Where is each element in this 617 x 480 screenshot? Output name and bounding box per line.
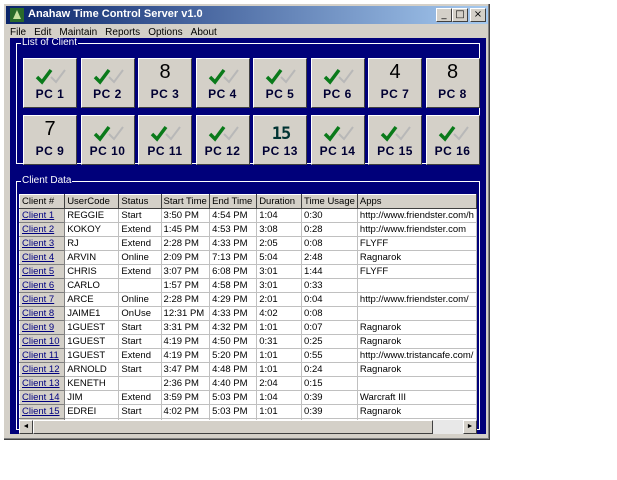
table-cell: 0:25 [302,335,358,349]
table-cell: 4:19 PM [161,335,210,349]
app-icon [9,7,25,23]
table-cell: 4:02 [257,307,302,321]
table-cell: 4:54 PM [210,209,257,223]
row-header-cell[interactable]: Client 10 [20,335,65,349]
column-header[interactable]: End Time [210,195,257,209]
pc-counter: 15 [266,124,296,144]
table-cell: Extend [119,391,161,405]
pc-counter: 4 [389,61,401,83]
pc-counter: 8 [159,61,171,83]
table-cell: 0:15 [302,377,358,391]
table-cell: ARNOLD [65,363,119,377]
table-row[interactable] [20,321,477,335]
table-cell: JAIME1 [65,307,119,321]
table-cell: CHRIS [65,265,119,279]
pc-tile[interactable] [426,58,480,108]
main-window [3,3,491,441]
table-cell: 1GUEST [65,321,119,335]
table-cell: 2:48 [302,251,358,265]
menu-edit[interactable]: Edit [34,27,52,38]
table-cell: 0:30 [302,209,358,223]
pc-label: PC 16 [434,144,471,158]
table-cell: http://www.friendster.com/h [357,209,476,223]
table-cell: 5:20 PM [210,349,257,363]
online-check-icon [437,124,471,144]
table-row[interactable] [20,405,477,419]
table-cell: 4:02 PM [161,405,210,419]
table-cell: 1:01 [257,349,302,363]
row-header-cell[interactable]: Client 8 [20,307,65,321]
pc-label: PC 12 [204,144,241,158]
table-cell: 5:03 PM [210,405,257,419]
table-cell: 0:39 [302,405,358,419]
scroll-thumb[interactable] [33,420,433,434]
table-cell: OnUse [119,307,161,321]
pc-label: PC 1 [35,87,65,101]
table-cell [357,279,476,293]
table-cell: 7:13 PM [210,251,257,265]
column-header[interactable]: Start Time [161,195,210,209]
table-cell: 1:04 [257,391,302,405]
online-check-icon [322,124,356,144]
pc-label: PC 8 [438,87,467,101]
column-header[interactable]: Time Usage [302,195,358,209]
table-cell: 3:07 PM [161,265,210,279]
close-button[interactable]: × [470,8,486,22]
table-cell: 4:50 PM [210,335,257,349]
scroll-left-button[interactable]: ◄ [19,420,33,434]
table-cell: 2:28 PM [161,293,210,307]
table-cell: 4:48 PM [210,363,257,377]
pc-tile[interactable] [23,58,77,108]
table-cell: 4:29 PM [210,293,257,307]
table-row[interactable] [20,279,477,293]
online-check-icon [149,124,183,144]
table-cell [119,279,161,293]
pc-counter: 7 [44,118,56,140]
table-cell [357,307,476,321]
table-cell: 0:07 [302,321,358,335]
window-title: Anahaw Time Control Server v1.0 [28,8,203,20]
pc-label: PC 6 [323,87,352,101]
pc-tile[interactable] [311,58,365,108]
table-cell: Extend [119,223,161,237]
row-header-cell[interactable]: Client 13 [20,377,65,391]
table-cell: 5:04 [257,251,302,265]
table-cell: Start [119,209,161,223]
table-cell: 4:58 PM [210,279,257,293]
table-cell: Ragnarok [357,321,476,335]
table-row[interactable] [20,223,477,237]
table-header-row [20,195,477,209]
table-cell: Ragnarok [357,335,476,349]
table-cell: 4:33 PM [210,237,257,251]
pc-tile[interactable] [23,115,77,165]
horizontal-scrollbar[interactable] [19,420,477,434]
table-cell: 2:01 [257,293,302,307]
table-cell: 0:08 [302,237,358,251]
table-cell: KOKOY [65,223,119,237]
menu-reports[interactable]: Reports [105,27,141,38]
table-cell: Start [119,363,161,377]
online-check-icon [322,67,356,87]
row-header-cell[interactable]: Client 7 [20,293,65,307]
table-cell: 6:08 PM [210,265,257,279]
pc-tile[interactable] [368,115,422,165]
pc-tile[interactable] [138,58,192,108]
pc-label: PC 5 [265,87,295,101]
table-cell: 5:03 PM [210,391,257,405]
title-bar[interactable] [6,6,488,24]
table-cell: ARVIN [65,251,119,265]
table-cell: 0:04 [302,293,358,307]
pc-label: PC 14 [319,144,356,158]
table-cell: Ragnarok [357,251,476,265]
online-check-icon [92,124,126,144]
table-cell: Extend [119,265,161,279]
online-check-icon [34,67,68,87]
table-cell: Start [119,335,161,349]
row-header-cell[interactable]: Client 3 [20,237,65,251]
table-cell: 2:36 PM [161,377,210,391]
table-cell [357,377,476,391]
pc-tile[interactable] [81,115,135,165]
table-row[interactable] [20,335,477,349]
table-cell: 4:33 PM [210,307,257,321]
pc-label: PC 10 [89,144,126,158]
menu-maintain[interactable]: Maintain [59,27,98,38]
client-data-group [16,176,480,430]
menu-options[interactable]: Options [148,27,183,38]
row-header-cell[interactable]: Client 9 [20,321,65,335]
table-cell: Online [119,251,161,265]
menu-file[interactable]: File [10,27,27,38]
table-cell [119,377,161,391]
row-header-cell[interactable]: Client 14 [20,391,65,405]
client-data-legend: Client Data [22,175,72,186]
pc-tile[interactable] [196,58,250,108]
table-row[interactable] [20,363,477,377]
table-row[interactable] [20,307,477,321]
pc-counter: 8 [446,61,459,83]
row-header-cell[interactable]: Client 12 [20,363,65,377]
pc-label: PC 15 [377,144,413,158]
table-row[interactable] [20,265,477,279]
online-check-icon [207,124,241,144]
table-cell: RJ [65,237,119,251]
row-header-cell[interactable]: Client 6 [20,279,65,293]
table-cell: 1:44 [302,265,358,279]
column-header[interactable]: Status [119,195,161,209]
pc-label: PC 4 [208,87,237,101]
table-cell: 0:55 [302,349,358,363]
column-header[interactable]: Client # [20,195,65,209]
menu-about[interactable]: About [190,27,217,38]
pc-tile[interactable] [253,58,307,108]
table-cell: 3:01 [257,265,302,279]
table-cell: 0:08 [302,307,358,321]
table-cell: 12:31 PM [161,307,210,321]
table-cell: Online [119,293,161,307]
pc-label: PC 2 [93,87,122,101]
table-cell: Ragnarok [357,363,476,377]
table-cell: CARLO [65,279,119,293]
table-cell: 3:01 [257,279,302,293]
table-cell: 1GUEST [65,349,119,363]
table-cell: 0:24 [302,363,358,377]
pc-label: PC 9 [35,144,65,158]
table-cell: 0:39 [302,391,358,405]
table-cell: KENETH [65,377,119,391]
table-cell: Start [119,405,161,419]
pc-tile[interactable] [196,115,250,165]
client-list-group [16,38,480,164]
client-list-legend: List of Client [22,37,78,48]
table-cell: 1:01 [257,363,302,377]
table-cell: 2:09 PM [161,251,210,265]
table-cell: FLYFF [357,265,476,279]
table-cell: EDREI [65,405,119,419]
row-header-cell[interactable]: Client 4 [20,251,65,265]
table-cell: 1:01 [257,405,302,419]
row-header-cell[interactable]: Client 11 [20,349,65,363]
pc-label: PC 13 [262,144,298,158]
table-row[interactable] [20,391,477,405]
minimize-button[interactable]: _ [436,8,452,22]
table-cell: 3:47 PM [161,363,210,377]
table-cell: 1:45 PM [161,223,210,237]
pc-tile[interactable] [81,58,135,108]
pc-label: PC 11 [147,144,183,158]
table-cell: 1GUEST [65,335,119,349]
table-cell: ARCE [65,293,119,307]
table-cell: Start [119,321,161,335]
online-check-icon [379,124,413,144]
table-cell: Extend [119,237,161,251]
table-cell: 4:32 PM [210,321,257,335]
table-cell: 1:01 [257,321,302,335]
table-row[interactable] [20,209,477,223]
table-cell: 3:50 PM [161,209,210,223]
table-cell: 3:31 PM [161,321,210,335]
pc-tile[interactable] [426,115,480,165]
table-cell: http://www.tristancafe.com/ [357,349,476,363]
table-cell: 2:05 [257,237,302,251]
table-row[interactable] [20,237,477,251]
row-header-cell[interactable]: Client 2 [20,223,65,237]
table-cell: Warcraft III [357,391,476,405]
column-header[interactable]: Duration [257,195,302,209]
table-cell: 1:04 [257,209,302,223]
table-row[interactable] [20,377,477,391]
row-header-cell[interactable]: Client 1 [20,209,65,223]
maximize-button[interactable]: □ [452,8,468,22]
table-row[interactable] [20,293,477,307]
row-header-cell[interactable]: Client 5 [20,265,65,279]
table-cell: REGGIE [65,209,119,223]
pc-label: PC 7 [380,87,410,101]
client-data-grid[interactable] [19,194,477,420]
table-cell: 0:33 [302,279,358,293]
table-cell: 1:57 PM [161,279,210,293]
table-cell: JIM [65,391,119,405]
table-cell: FLYFF [357,237,476,251]
pc-label: PC 3 [150,87,180,101]
client-table [19,194,477,420]
table-cell: 0:31 [257,335,302,349]
table-cell: 4:53 PM [210,223,257,237]
column-header[interactable]: UserCode [65,195,119,209]
pc-tile[interactable] [311,115,365,165]
table-cell: 2:28 PM [161,237,210,251]
table-row[interactable] [20,349,477,363]
table-row[interactable] [20,251,477,265]
table-cell: http://www.friendster.com/ [357,293,476,307]
pc-tile[interactable] [368,58,422,108]
column-header[interactable]: Apps [357,195,476,209]
pc-tile[interactable] [253,115,307,165]
table-cell: 4:19 PM [161,349,210,363]
table-cell: 4:40 PM [210,377,257,391]
table-cell: 2:04 [257,377,302,391]
table-cell: Ragnarok [357,405,476,419]
table-cell: http://www.friendster.com [357,223,476,237]
table-cell: 0:28 [302,223,358,237]
table-body [20,209,477,421]
table-cell: 3:08 [257,223,302,237]
online-check-icon [264,67,298,87]
online-check-icon [207,67,241,87]
online-check-icon [92,67,126,87]
scroll-right-button[interactable]: ► [463,420,477,434]
work-area [10,38,486,434]
table-cell: Extend [119,349,161,363]
row-header-cell[interactable]: Client 15 [20,405,65,419]
table-cell: 3:59 PM [161,391,210,405]
pc-tile[interactable] [138,115,192,165]
